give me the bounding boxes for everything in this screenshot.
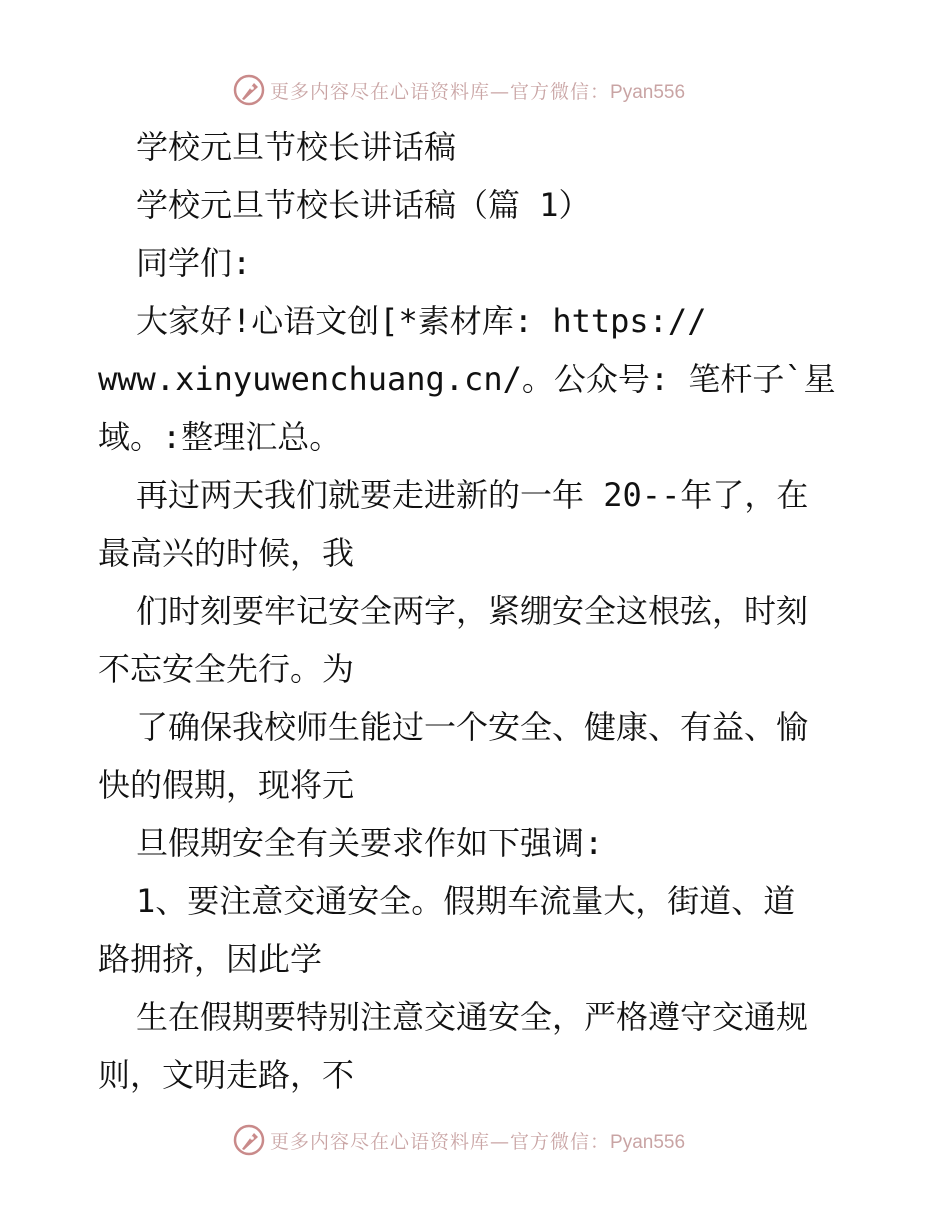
paragraph-line: 路拥挤，因此学 (98, 940, 323, 978)
document-title: 学校元旦节校长讲话稿 (136, 128, 457, 166)
paragraph-line: 们时刻要牢记安全两字，紧绷安全这根弦，时刻 (136, 592, 809, 630)
header-watermark (232, 70, 712, 110)
document-subtitle: 学校元旦节校长讲话稿（篇 1） (136, 186, 591, 224)
footer-watermark (232, 1120, 712, 1160)
salutation: 同学们: (136, 244, 252, 282)
document-body (98, 118, 858, 1104)
pen-nib-logo-icon (232, 73, 266, 107)
paragraph-line: 域。:整理汇总。 (98, 418, 342, 456)
paragraph-line: 则，文明走路，不 (98, 1056, 355, 1094)
paragraph-line: 生在假期要特别注意交通安全，严格遵守交通规 (136, 998, 809, 1036)
watermark-text: 更多内容尽在心语资料库—官方微信：Pyan556 (270, 1130, 686, 1153)
paragraph-line: 快的假期，现将元 (98, 766, 355, 804)
paragraph-line: 大家好!心语文创[*素材库: https:// (136, 302, 707, 340)
paragraph-line: 再过两天我们就要走进新的一年 20--年了，在 (136, 476, 809, 514)
paragraph-line: 最高兴的时候，我 (98, 534, 355, 572)
paragraph-line: 了确保我校师生能过一个安全、健康、有益、愉 (136, 708, 809, 746)
paragraph-line: 旦假期安全有关要求作如下强调: (136, 824, 604, 862)
paragraph-line: 不忘安全先行。为 (98, 650, 355, 688)
paragraph-line: 1、要注意交通安全。假期车流量大，街道、道 (136, 882, 796, 920)
paragraph-line: www.xinyuwenchuang.cn/。公众号: 笔杆子`星 (98, 360, 836, 398)
pen-nib-logo-icon (232, 1123, 266, 1157)
watermark-text: 更多内容尽在心语资料库—官方微信：Pyan556 (270, 80, 686, 103)
